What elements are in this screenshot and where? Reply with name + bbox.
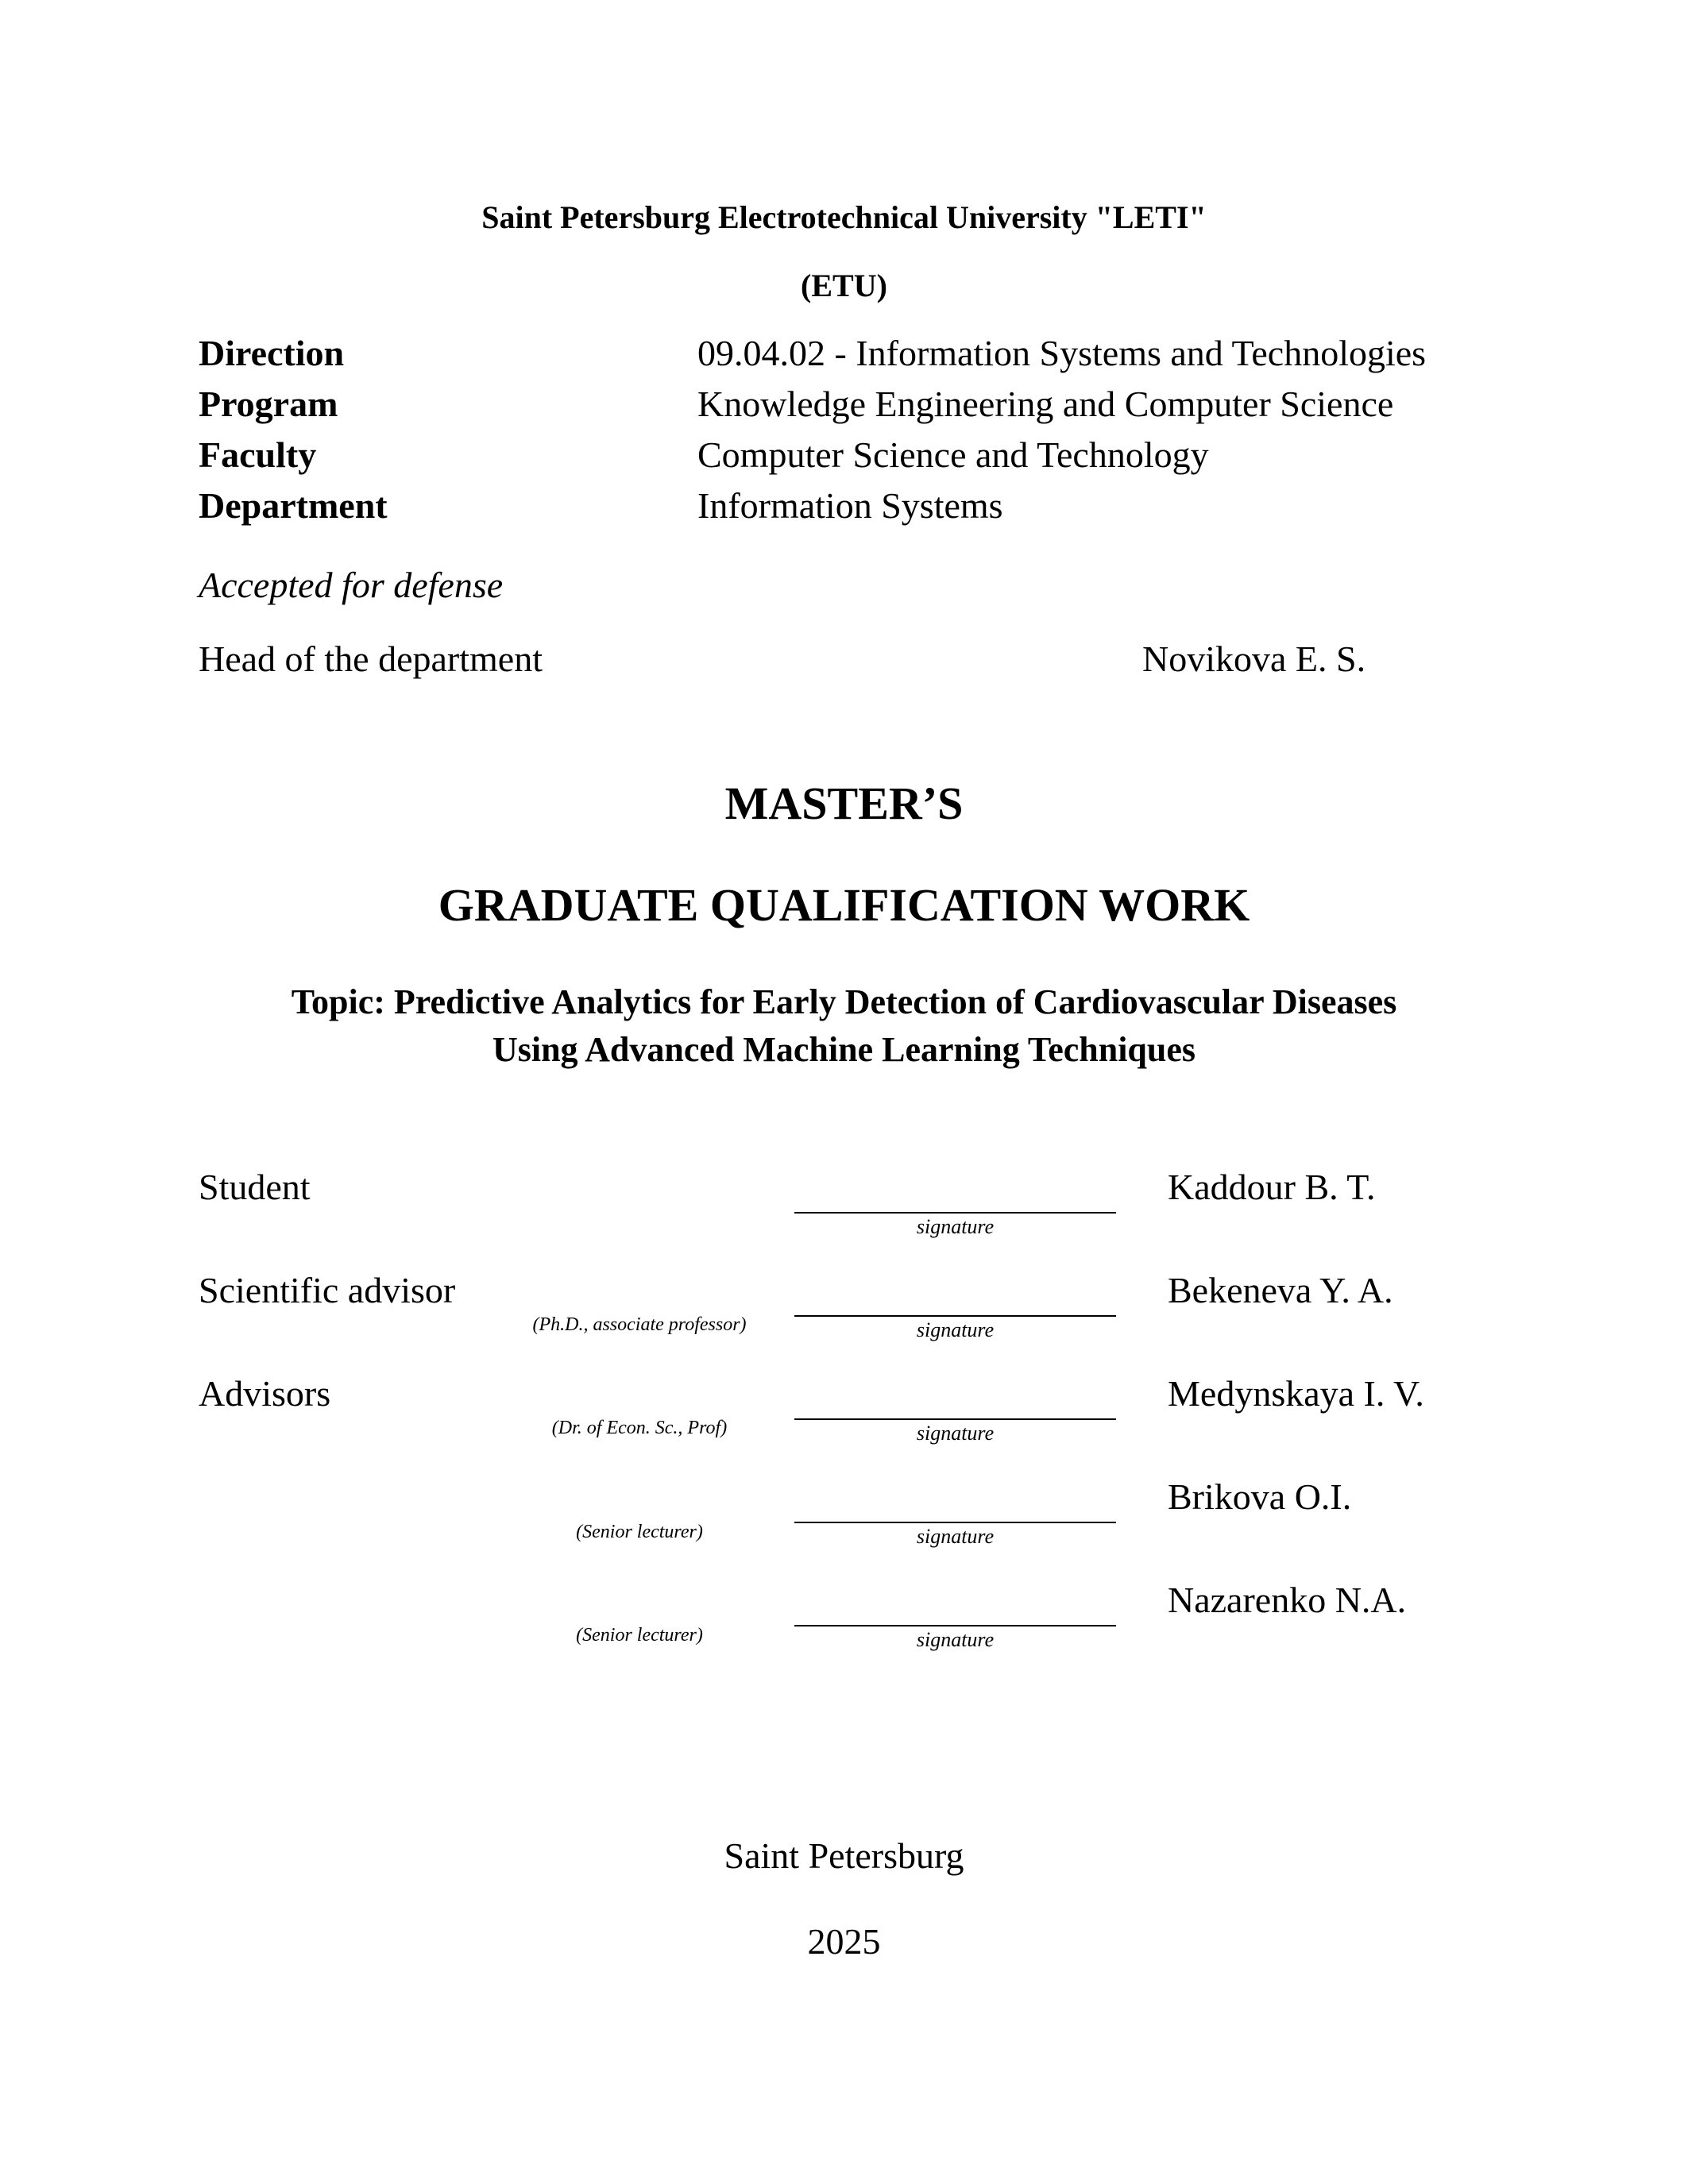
signatory-name-student: Kaddour B. T. (1168, 1167, 1376, 1207)
info-value-department: Information Systems (697, 485, 1003, 526)
info-label-department: Department (199, 485, 388, 526)
topic (0, 978, 1688, 1074)
signature-role-student: Student (199, 1167, 311, 1207)
signatory-name-advisor-1: Medynskaya I. V. (1168, 1373, 1424, 1414)
work-title: GRADUATE QUALIFICATION WORK (438, 879, 1250, 931)
signature-caption: signature (916, 1318, 995, 1341)
signatory-name-scientific-advisor: Bekeneva Y. A. (1168, 1270, 1393, 1310)
university-abbreviation: (ETU) (801, 268, 887, 303)
city: Saint Petersburg (724, 1835, 964, 1876)
topic-line-1: Topic: Predictive Analytics for Early Detection of Cardiovascular Diseases (291, 982, 1397, 1021)
year: 2025 (807, 1921, 881, 1962)
info-value-program: Knowledge Engineering and Computer Science (697, 384, 1394, 424)
head-of-department-label: Head of the department (199, 639, 543, 679)
signatory-name-advisor-3: Nazarenko N.A. (1168, 1580, 1407, 1620)
info-value-faculty: Computer Science and Technology (697, 434, 1209, 475)
signature-line (794, 1625, 1116, 1626)
signatory-academic-title: (Senior lecturer) (576, 1522, 703, 1542)
signatory-name-advisor-2: Brikova O.I. (1168, 1476, 1352, 1517)
signature-caption: signature (916, 1215, 995, 1238)
signature-caption: signature (916, 1525, 995, 1548)
signature-line (794, 1522, 1116, 1523)
signatory-academic-title: (Ph.D., associate professor) (532, 1314, 747, 1335)
info-label-program: Program (199, 384, 338, 424)
work-type-title: MASTER’S (724, 778, 964, 829)
signature-caption: signature (916, 1628, 995, 1651)
university-name: Saint Petersburg Electrotechnical University "LETI" (481, 199, 1207, 235)
signature-line (794, 1418, 1116, 1420)
topic-line-2: Using Advanced Machine Learning Techniques (492, 1030, 1196, 1069)
signature-role-scientific-advisor: Scientific advisor (199, 1270, 456, 1310)
signature-line (794, 1212, 1116, 1214)
signature-caption: signature (916, 1422, 995, 1445)
head-of-department-name: Novikova E. S. (1142, 639, 1366, 679)
accepted-for-defense: Accepted for defense (199, 565, 504, 605)
info-label-direction: Direction (199, 333, 345, 373)
signature-role-advisors: Advisors (199, 1373, 331, 1414)
signatory-academic-title: (Dr. of Econ. Sc., Prof) (551, 1418, 728, 1438)
info-value-direction: 09.04.02 - Information Systems and Technologies (697, 333, 1427, 373)
signature-line (794, 1315, 1116, 1317)
info-label-faculty: Faculty (199, 434, 317, 475)
signatory-academic-title: (Senior lecturer) (576, 1625, 703, 1646)
